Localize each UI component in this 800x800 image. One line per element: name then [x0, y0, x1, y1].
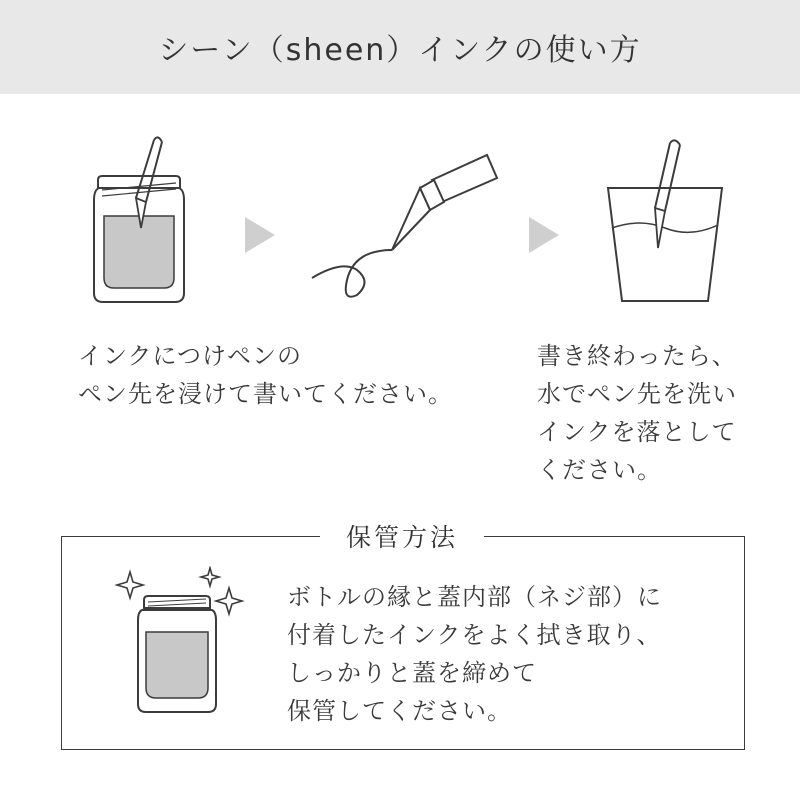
dip-pen-writing-icon — [302, 150, 502, 310]
ink-bottle-with-dip-pen-icon — [84, 128, 194, 308]
storage-line: 保管してください。 — [287, 697, 512, 725]
step3-line: ください。 — [537, 456, 662, 484]
triangle-arrow-icon — [243, 215, 277, 255]
storage-line: しっかりと蓋を締めて — [287, 659, 537, 687]
step1-line: ペン先を浸けて書いてください。 — [78, 380, 453, 408]
header-bar — [0, 0, 800, 94]
clean-ink-bottle-icon — [112, 566, 247, 716]
water-cup-with-pen-icon — [600, 133, 730, 313]
storage-line: 付着したインクをよく拭き取り、 — [287, 621, 662, 649]
step3-line: 書き終わったら、 — [537, 342, 737, 370]
step3-line: 水でペン先を洗い — [537, 380, 737, 408]
storage-line: ボトルの縁と蓋内部（ネジ部）に — [287, 583, 662, 611]
triangle-arrow-icon — [527, 215, 561, 255]
storage-title: 保管方法 — [320, 516, 484, 556]
step3-line: インクを落として — [537, 418, 737, 446]
step1-line: インクにつけペンの — [78, 342, 303, 370]
page-title: シーン（sheen）インクの使い方 — [158, 33, 642, 68]
step1-instructions — [78, 337, 453, 413]
step3-instructions — [537, 337, 737, 489]
storage-instructions — [287, 578, 662, 730]
